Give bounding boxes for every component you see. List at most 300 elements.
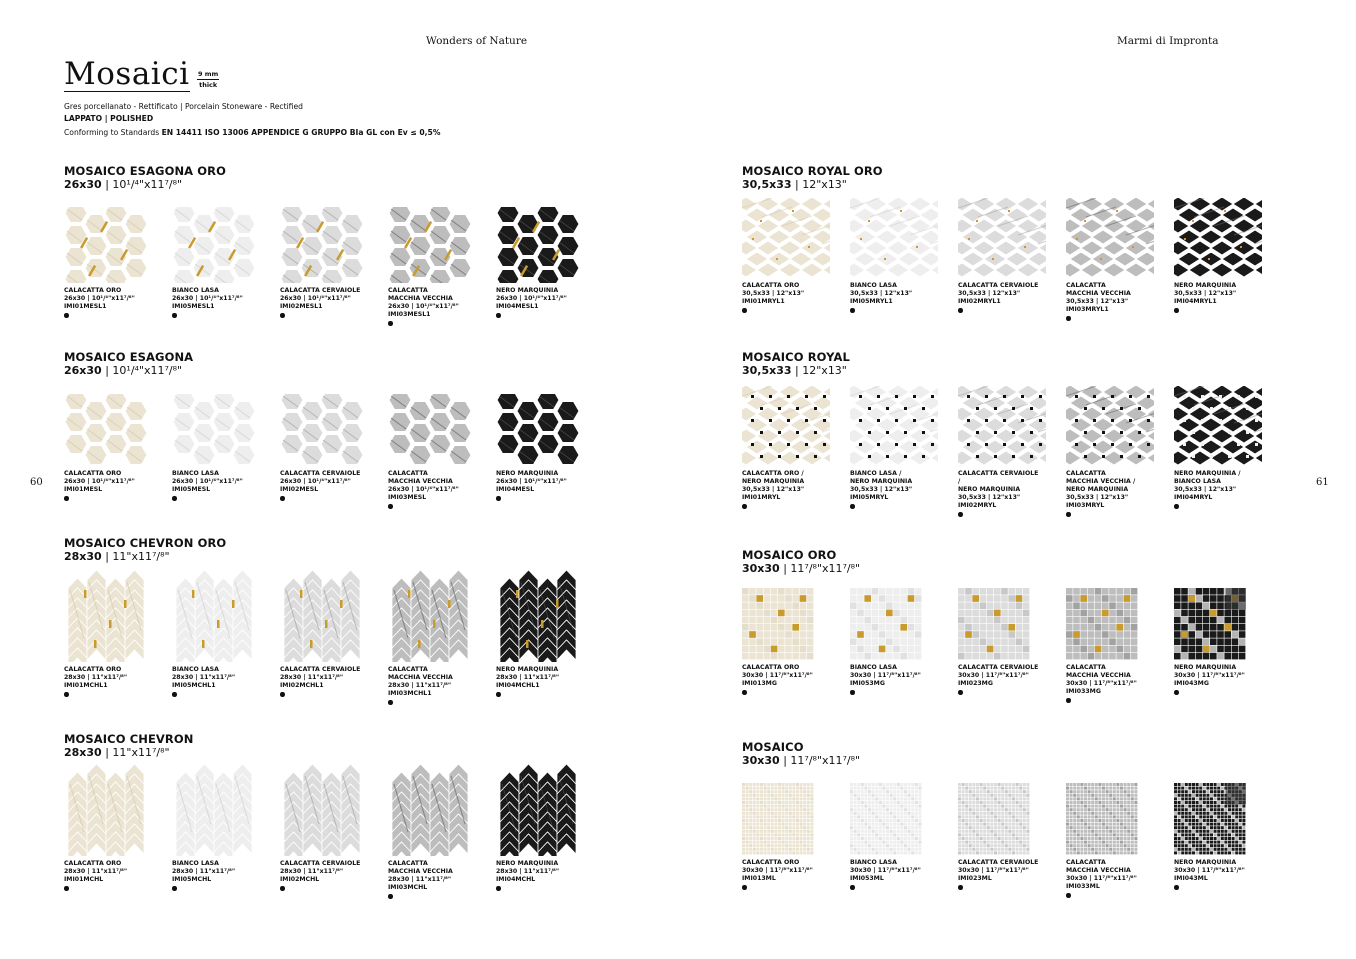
product-code: IMI05MCHL1 (172, 682, 216, 689)
product-caption (1174, 664, 1258, 695)
product-caption (172, 860, 256, 891)
finish-dot-icon (496, 313, 501, 318)
product-tile[interactable] (172, 394, 256, 501)
product-tile[interactable] (1174, 588, 1258, 695)
standards-prefix: Conforming to Standards (64, 128, 162, 137)
product-name: NERO MARQUINIA (958, 486, 1021, 493)
finish-dot-icon (958, 308, 963, 313)
product-name: MACCHIA VECCHIA (1066, 672, 1131, 679)
product-size: 30,5x33 | 12"x13" (958, 494, 1021, 501)
fine-grid-mosaic-image (850, 783, 934, 855)
product-tile[interactable] (958, 783, 1042, 890)
rhombus-mosaic-image (958, 198, 1042, 278)
product-tile[interactable] (958, 198, 1042, 313)
hex-mosaic-image (172, 207, 256, 283)
product-tile[interactable] (1066, 783, 1150, 898)
product-caption (958, 664, 1042, 695)
royal-dot-mosaic-image (958, 386, 1042, 466)
product-size: 30x30 | 11⁷/⁸"x11⁷/⁸" (958, 672, 1029, 679)
finish-dot-icon (742, 504, 747, 509)
size-metric: 26x30 (64, 178, 102, 191)
product-size: 30x30 | 11⁷/⁸"x11⁷/⁸" (1066, 680, 1137, 687)
square-grid-mosaic-image (742, 588, 826, 660)
material-description: Gres porcellanato - Rettificato | Porcelain Stoneware - Rectified (64, 102, 303, 111)
product-size: 30x30 | 11⁷/⁸"x11⁷/⁸" (958, 867, 1029, 874)
product-code: IMI02MCHL (280, 876, 320, 883)
product-caption (280, 287, 364, 318)
product-code: IMI04MRYL (1174, 494, 1213, 501)
product-name: CALACATTA ORO (64, 860, 122, 867)
product-code: IMI05MRYL (850, 494, 889, 501)
product-code: IMI02MRYL (958, 502, 997, 509)
product-name: CALACATTA (1066, 664, 1106, 671)
product-code: IMI02MCHL1 (280, 682, 324, 689)
chevron-mosaic-image (172, 764, 256, 856)
finish-dot-icon (496, 886, 501, 891)
product-code: IMI02MRYL1 (958, 298, 1001, 305)
finish-dot-icon (388, 894, 393, 899)
finish-dot-icon (172, 313, 177, 318)
product-tile[interactable] (850, 386, 934, 509)
product-code: IMI023ML (958, 875, 992, 882)
finish-dot-icon (742, 885, 747, 890)
finish-dot-icon (172, 692, 177, 697)
product-tile[interactable] (1066, 386, 1150, 517)
product-name: BIANCO LASA (1174, 478, 1221, 485)
product-tile[interactable] (496, 207, 580, 318)
product-name: NERO MARQUINIA (1174, 664, 1237, 671)
fine-grid-mosaic-image (1174, 783, 1258, 855)
square-grid-mosaic-image (958, 588, 1042, 660)
product-name: BIANCO LASA / (850, 470, 902, 477)
product-caption (64, 666, 148, 697)
running-header-right: Marmi di Impronta (1117, 35, 1219, 47)
product-size: 30x30 | 11⁷/⁸"x11⁷/⁸" (742, 672, 813, 679)
product-name: BIANCO LASA (172, 860, 219, 867)
product-name: CALACATTA ORO (64, 666, 122, 673)
finish-dot-icon (958, 512, 963, 517)
product-code: IMI03MESL (388, 494, 427, 501)
size-metric: 28x30 (64, 746, 102, 759)
size-imperial: | 11⁷/⁸"x11⁷/⁸" (779, 754, 861, 767)
section-size (742, 562, 860, 576)
product-code: IMI04MRYL1 (1174, 298, 1217, 305)
product-size: 30,5x33 | 12"x13" (1174, 486, 1237, 493)
product-caption (850, 859, 934, 890)
product-name: CALACATTA CERVAIOLE (958, 282, 1039, 289)
hex-mosaic-image (496, 394, 580, 466)
product-name: MACCHIA VECCHIA (388, 478, 453, 485)
product-code: IMI04MCHL1 (496, 682, 540, 689)
product-name: NERO MARQUINIA (496, 470, 559, 477)
finish-dot-icon (1174, 504, 1179, 509)
product-tile[interactable] (1174, 386, 1258, 509)
product-tile[interactable] (172, 764, 256, 891)
product-tile[interactable] (850, 198, 934, 313)
finish-dot-icon (1066, 698, 1071, 703)
section-size (64, 746, 170, 760)
fine-grid-mosaic-image (1066, 783, 1150, 855)
product-caption (388, 860, 472, 899)
product-caption (742, 470, 826, 509)
finish-dot-icon (496, 692, 501, 697)
section-size (64, 178, 182, 192)
standards-codes: EN 14411 ISO 13006 APPENDICE G GRUPPO BIa GL con Ev ≤ 0,5% (161, 128, 441, 137)
product-code: IMI03MRYL1 (1066, 306, 1109, 313)
product-caption (958, 282, 1042, 313)
size-imperial: | 11"x11⁷/⁸" (101, 746, 170, 759)
product-caption (850, 664, 934, 695)
product-tile[interactable] (64, 764, 148, 891)
product-caption (1066, 664, 1150, 703)
finish-dot-icon (850, 504, 855, 509)
product-caption (388, 666, 472, 705)
chevron-mosaic-image (172, 570, 256, 662)
product-size: 30,5x33 | 12"x13" (1066, 298, 1129, 305)
finish-dot-icon (64, 886, 69, 891)
finish-dot-icon (1174, 690, 1179, 695)
product-name: MACCHIA VECCHIA / (1066, 478, 1136, 485)
product-caption (388, 470, 472, 509)
hex-mosaic-image (280, 394, 364, 466)
product-name: CALACATTA ORO (742, 282, 800, 289)
product-name: BIANCO LASA (850, 282, 897, 289)
size-metric: 30x30 (742, 562, 780, 575)
product-name: NERO MARQUINIA (742, 478, 805, 485)
finish-dot-icon (1174, 308, 1179, 313)
product-caption (496, 470, 580, 501)
chevron-mosaic-image (496, 570, 580, 662)
product-code: IMI01MRYL1 (742, 298, 785, 305)
finish-dot-icon (1066, 316, 1071, 321)
finish-dot-icon (850, 308, 855, 313)
product-size: 26x30 | 10¹/⁴"x11⁷/⁸" (496, 295, 567, 302)
product-code: IMI02MESL1 (280, 303, 323, 310)
running-header-left: Wonders of Nature (426, 35, 528, 47)
finish-dot-icon (280, 692, 285, 697)
product-tile[interactable] (742, 198, 826, 313)
product-name: CALACATTA CERVAIOLE (958, 664, 1039, 671)
product-code: IMI01MRYL (742, 494, 781, 501)
product-code: IMI02MESL (280, 486, 319, 493)
product-tile[interactable] (850, 588, 934, 695)
product-name: CALACATTA (1066, 470, 1106, 477)
product-name: NERO MARQUINIA (496, 860, 559, 867)
size-imperial: | 11⁷/⁸"x11⁷/⁸" (779, 562, 861, 575)
product-caption (850, 282, 934, 313)
product-size: 26x30 | 10¹/⁴"x11⁷/⁸" (172, 478, 243, 485)
product-tile[interactable] (388, 394, 472, 509)
product-code: IMI04MESL1 (496, 303, 539, 310)
product-code: IMI01MCHL1 (64, 682, 108, 689)
product-name: CALACATTA (388, 287, 428, 294)
section-title: MOSAICO CHEVRON ORO (64, 536, 227, 550)
product-code: IMI043MG (1174, 680, 1209, 687)
product-code: IMI013MG (742, 680, 777, 687)
chevron-mosaic-image (388, 570, 472, 662)
product-size: 26x30 | 10¹/⁴"x11⁷/⁸" (388, 486, 459, 493)
product-code: IMI05MESL1 (172, 303, 215, 310)
product-tile[interactable] (64, 394, 148, 501)
product-code: IMI043ML (1174, 875, 1208, 882)
product-name: NERO MARQUINIA (1174, 282, 1237, 289)
product-caption (1066, 859, 1150, 898)
product-name: CALACATTA (1066, 859, 1106, 866)
product-code: IMI053ML (850, 875, 884, 882)
product-name: NERO MARQUINIA / (1174, 470, 1241, 477)
product-size: 30x30 | 11⁷/⁸"x11⁷/⁸" (850, 867, 921, 874)
product-tile[interactable] (850, 783, 934, 890)
product-tile[interactable] (172, 570, 256, 697)
product-caption (64, 287, 148, 318)
product-size: 28x30 | 11"x11⁷/⁸" (388, 876, 452, 883)
product-size: 28x30 | 11"x11⁷/⁸" (64, 868, 128, 875)
hex-mosaic-image (64, 394, 148, 466)
section-size (742, 178, 847, 192)
product-tile[interactable] (280, 207, 364, 318)
thickness-badge (197, 69, 219, 90)
product-name: CALACATTA (1066, 282, 1106, 289)
rhombus-mosaic-image (1066, 198, 1150, 278)
product-caption (496, 666, 580, 697)
product-tile[interactable] (1066, 198, 1150, 321)
section-size (64, 550, 170, 564)
product-tile[interactable] (64, 207, 148, 318)
section-size (64, 364, 182, 378)
product-code: IMI01MESL (64, 486, 103, 493)
product-size: 26x30 | 10¹/⁴"x11⁷/⁸" (496, 478, 567, 485)
hex-mosaic-image (172, 394, 256, 466)
page-number-right: 61 (1316, 477, 1329, 488)
chevron-mosaic-image (280, 764, 364, 856)
product-caption (280, 666, 364, 697)
royal-dot-mosaic-image (1066, 386, 1150, 466)
product-name: CALACATTA CERVAIOLE (280, 287, 361, 294)
size-metric: 30x30 (742, 754, 780, 767)
size-imperial: | 12"x13" (791, 178, 847, 191)
royal-dot-mosaic-image (742, 386, 826, 466)
product-caption (172, 666, 256, 697)
product-tile[interactable] (388, 570, 472, 705)
fine-grid-mosaic-image (958, 783, 1042, 855)
product-size: 30,5x33 | 12"x13" (850, 486, 913, 493)
product-name: BIANCO LASA (172, 666, 219, 673)
section-size (742, 754, 860, 768)
size-imperial: | 10¹/⁴"x11⁷/⁸" (101, 364, 183, 377)
hex-mosaic-image (64, 207, 148, 283)
product-name: BIANCO LASA (850, 664, 897, 671)
size-metric: 28x30 (64, 550, 102, 563)
finish-dot-icon (64, 313, 69, 318)
product-tile[interactable] (958, 386, 1042, 517)
thickness-value: 9 mm (198, 70, 219, 78)
size-imperial: | 11"x11⁷/⁸" (101, 550, 170, 563)
section-title: MOSAICO ROYAL (742, 350, 850, 364)
finish-dot-icon (1066, 893, 1071, 898)
product-tile[interactable] (496, 570, 580, 697)
product-caption (64, 470, 148, 501)
product-caption (742, 859, 826, 890)
product-name: MACCHIA VECCHIA (388, 295, 453, 302)
product-name: NERO MARQUINIA (496, 666, 559, 673)
product-name: CALACATTA CERVAIOLE (280, 860, 361, 867)
product-name: BIANCO LASA (850, 859, 897, 866)
finish-dot-icon (1066, 512, 1071, 517)
finish-dot-icon (172, 886, 177, 891)
product-size: 26x30 | 10¹/⁴"x11⁷/⁸" (64, 295, 135, 302)
product-tile[interactable] (280, 394, 364, 501)
size-imperial: | 10¹/⁴"x11⁷/⁸" (101, 178, 183, 191)
chevron-mosaic-image (388, 764, 472, 856)
rhombus-mosaic-image (1174, 198, 1258, 278)
finish-dot-icon (742, 308, 747, 313)
product-name: CALACATTA (388, 860, 428, 867)
product-name: NERO MARQUINIA (1174, 859, 1237, 866)
product-code: IMI05MESL (172, 486, 211, 493)
square-grid-mosaic-image (1174, 588, 1258, 660)
product-code: IMI05MCHL (172, 876, 212, 883)
product-size: 26x30 | 10¹/⁴"x11⁷/⁸" (172, 295, 243, 302)
standards-line (64, 127, 440, 139)
product-size: 28x30 | 11"x11⁷/⁸" (496, 674, 560, 681)
finish-dot-icon (850, 690, 855, 695)
product-name: NERO MARQUINIA (496, 287, 559, 294)
product-caption (742, 282, 826, 313)
product-size: 30,5x33 | 12"x13" (1174, 290, 1237, 297)
product-name: CALACATTA (388, 470, 428, 477)
product-tile[interactable] (496, 394, 580, 501)
chevron-mosaic-image (64, 570, 148, 662)
section-title: MOSAICO ESAGONA ORO (64, 164, 226, 178)
product-size: 30,5x33 | 12"x13" (742, 486, 805, 493)
product-caption (1174, 282, 1258, 313)
product-name: CALACATTA (388, 666, 428, 673)
finish-dot-icon (958, 885, 963, 890)
product-tile[interactable] (742, 588, 826, 695)
product-code: IMI05MRYL1 (850, 298, 893, 305)
section-size (742, 364, 847, 378)
product-name: CALACATTA CERVAIOLE (280, 470, 361, 477)
square-grid-mosaic-image (850, 588, 934, 660)
product-tile[interactable] (172, 207, 256, 318)
finish-dot-icon (388, 504, 393, 509)
product-size: 26x30 | 10¹/⁴"x11⁷/⁸" (280, 478, 351, 485)
finish-dot-icon (280, 313, 285, 318)
product-caption (280, 860, 364, 891)
product-code: IMI033ML (1066, 883, 1100, 890)
hex-mosaic-image (496, 207, 580, 283)
product-caption (1174, 859, 1258, 890)
product-size: 30,5x33 | 12"x13" (1066, 494, 1129, 501)
product-size: 26x30 | 10¹/⁴"x11⁷/⁸" (280, 295, 351, 302)
product-code: IMI03MCHL (388, 884, 428, 891)
product-tile[interactable] (280, 764, 364, 891)
section-title: MOSAICO CHEVRON (64, 732, 194, 746)
product-name: NERO MARQUINIA (850, 478, 913, 485)
product-code: IMI013ML (742, 875, 776, 882)
finish-label: LAPPATO | POLISHED (64, 114, 154, 123)
product-tile[interactable] (1174, 783, 1258, 890)
product-size: 30,5x33 | 12"x13" (958, 290, 1021, 297)
product-name: MACCHIA VECCHIA (1066, 290, 1131, 297)
product-caption (742, 664, 826, 695)
product-tile[interactable] (1066, 588, 1150, 703)
size-metric: 30,5x33 (742, 178, 792, 191)
fine-grid-mosaic-image (742, 783, 826, 855)
product-code: IMI03MESL1 (388, 311, 431, 318)
product-code: IMI033MG (1066, 688, 1101, 695)
finish-dot-icon (280, 886, 285, 891)
product-caption (64, 860, 148, 891)
product-size: 28x30 | 11"x11⁷/⁸" (172, 674, 236, 681)
hex-mosaic-image (280, 207, 364, 283)
product-caption (496, 860, 580, 891)
product-code: IMI023MG (958, 680, 993, 687)
product-name: MACCHIA VECCHIA (1066, 867, 1131, 874)
section-title: MOSAICO ROYAL ORO (742, 164, 883, 178)
finish-dot-icon (64, 692, 69, 697)
hex-mosaic-image (388, 207, 472, 283)
finish-dot-icon (64, 496, 69, 501)
product-code: IMI04MCHL (496, 876, 536, 883)
size-metric: 26x30 (64, 364, 102, 377)
product-code: IMI01MCHL (64, 876, 104, 883)
page-title: Mosaici (64, 56, 190, 92)
product-code: IMI053MG (850, 680, 885, 687)
product-caption (958, 470, 1042, 517)
product-tile[interactable] (496, 764, 580, 891)
product-tile[interactable] (388, 764, 472, 899)
size-metric: 30,5x33 (742, 364, 792, 377)
product-tile[interactable] (742, 783, 826, 890)
product-code: IMI03MRYL (1066, 502, 1105, 509)
product-tile[interactable] (280, 570, 364, 697)
product-tile[interactable] (388, 207, 472, 326)
product-tile[interactable] (64, 570, 148, 697)
square-grid-mosaic-image (1066, 588, 1150, 660)
product-name: BIANCO LASA (172, 470, 219, 477)
product-caption (172, 287, 256, 318)
finish-dot-icon (280, 496, 285, 501)
product-tile[interactable] (958, 588, 1042, 695)
product-size: 30,5x33 | 12"x13" (742, 290, 805, 297)
product-code: IMI03MCHL1 (388, 690, 432, 697)
finish-dot-icon (958, 690, 963, 695)
product-name: MACCHIA VECCHIA (388, 674, 453, 681)
product-tile[interactable] (742, 386, 826, 509)
product-code: IMI04MESL (496, 486, 535, 493)
thickness-label: thick (199, 81, 218, 89)
product-caption (496, 287, 580, 318)
finish-dot-icon (172, 496, 177, 501)
product-caption (280, 470, 364, 501)
product-name: CALACATTA CERVAIOLE / (958, 470, 1039, 485)
product-name: CALACATTA CERVAIOLE (958, 859, 1039, 866)
product-name: MACCHIA VECCHIA (388, 868, 453, 875)
product-code: IMI01MESL1 (64, 303, 107, 310)
product-name: CALACATTA ORO (64, 470, 122, 477)
product-size: 26x30 | 10¹/⁴"x11⁷/⁸" (388, 303, 459, 310)
rhombus-mosaic-image (850, 198, 934, 278)
royal-dot-mosaic-image (1174, 386, 1258, 466)
product-name: CALACATTA ORO (64, 287, 122, 294)
product-size: 30x30 | 11⁷/⁸"x11⁷/⁸" (1174, 672, 1245, 679)
finish-dot-icon (388, 321, 393, 326)
royal-dot-mosaic-image (850, 386, 934, 466)
finish-dot-icon (742, 690, 747, 695)
product-size: 28x30 | 11"x11⁷/⁸" (496, 868, 560, 875)
product-tile[interactable] (1174, 198, 1258, 313)
